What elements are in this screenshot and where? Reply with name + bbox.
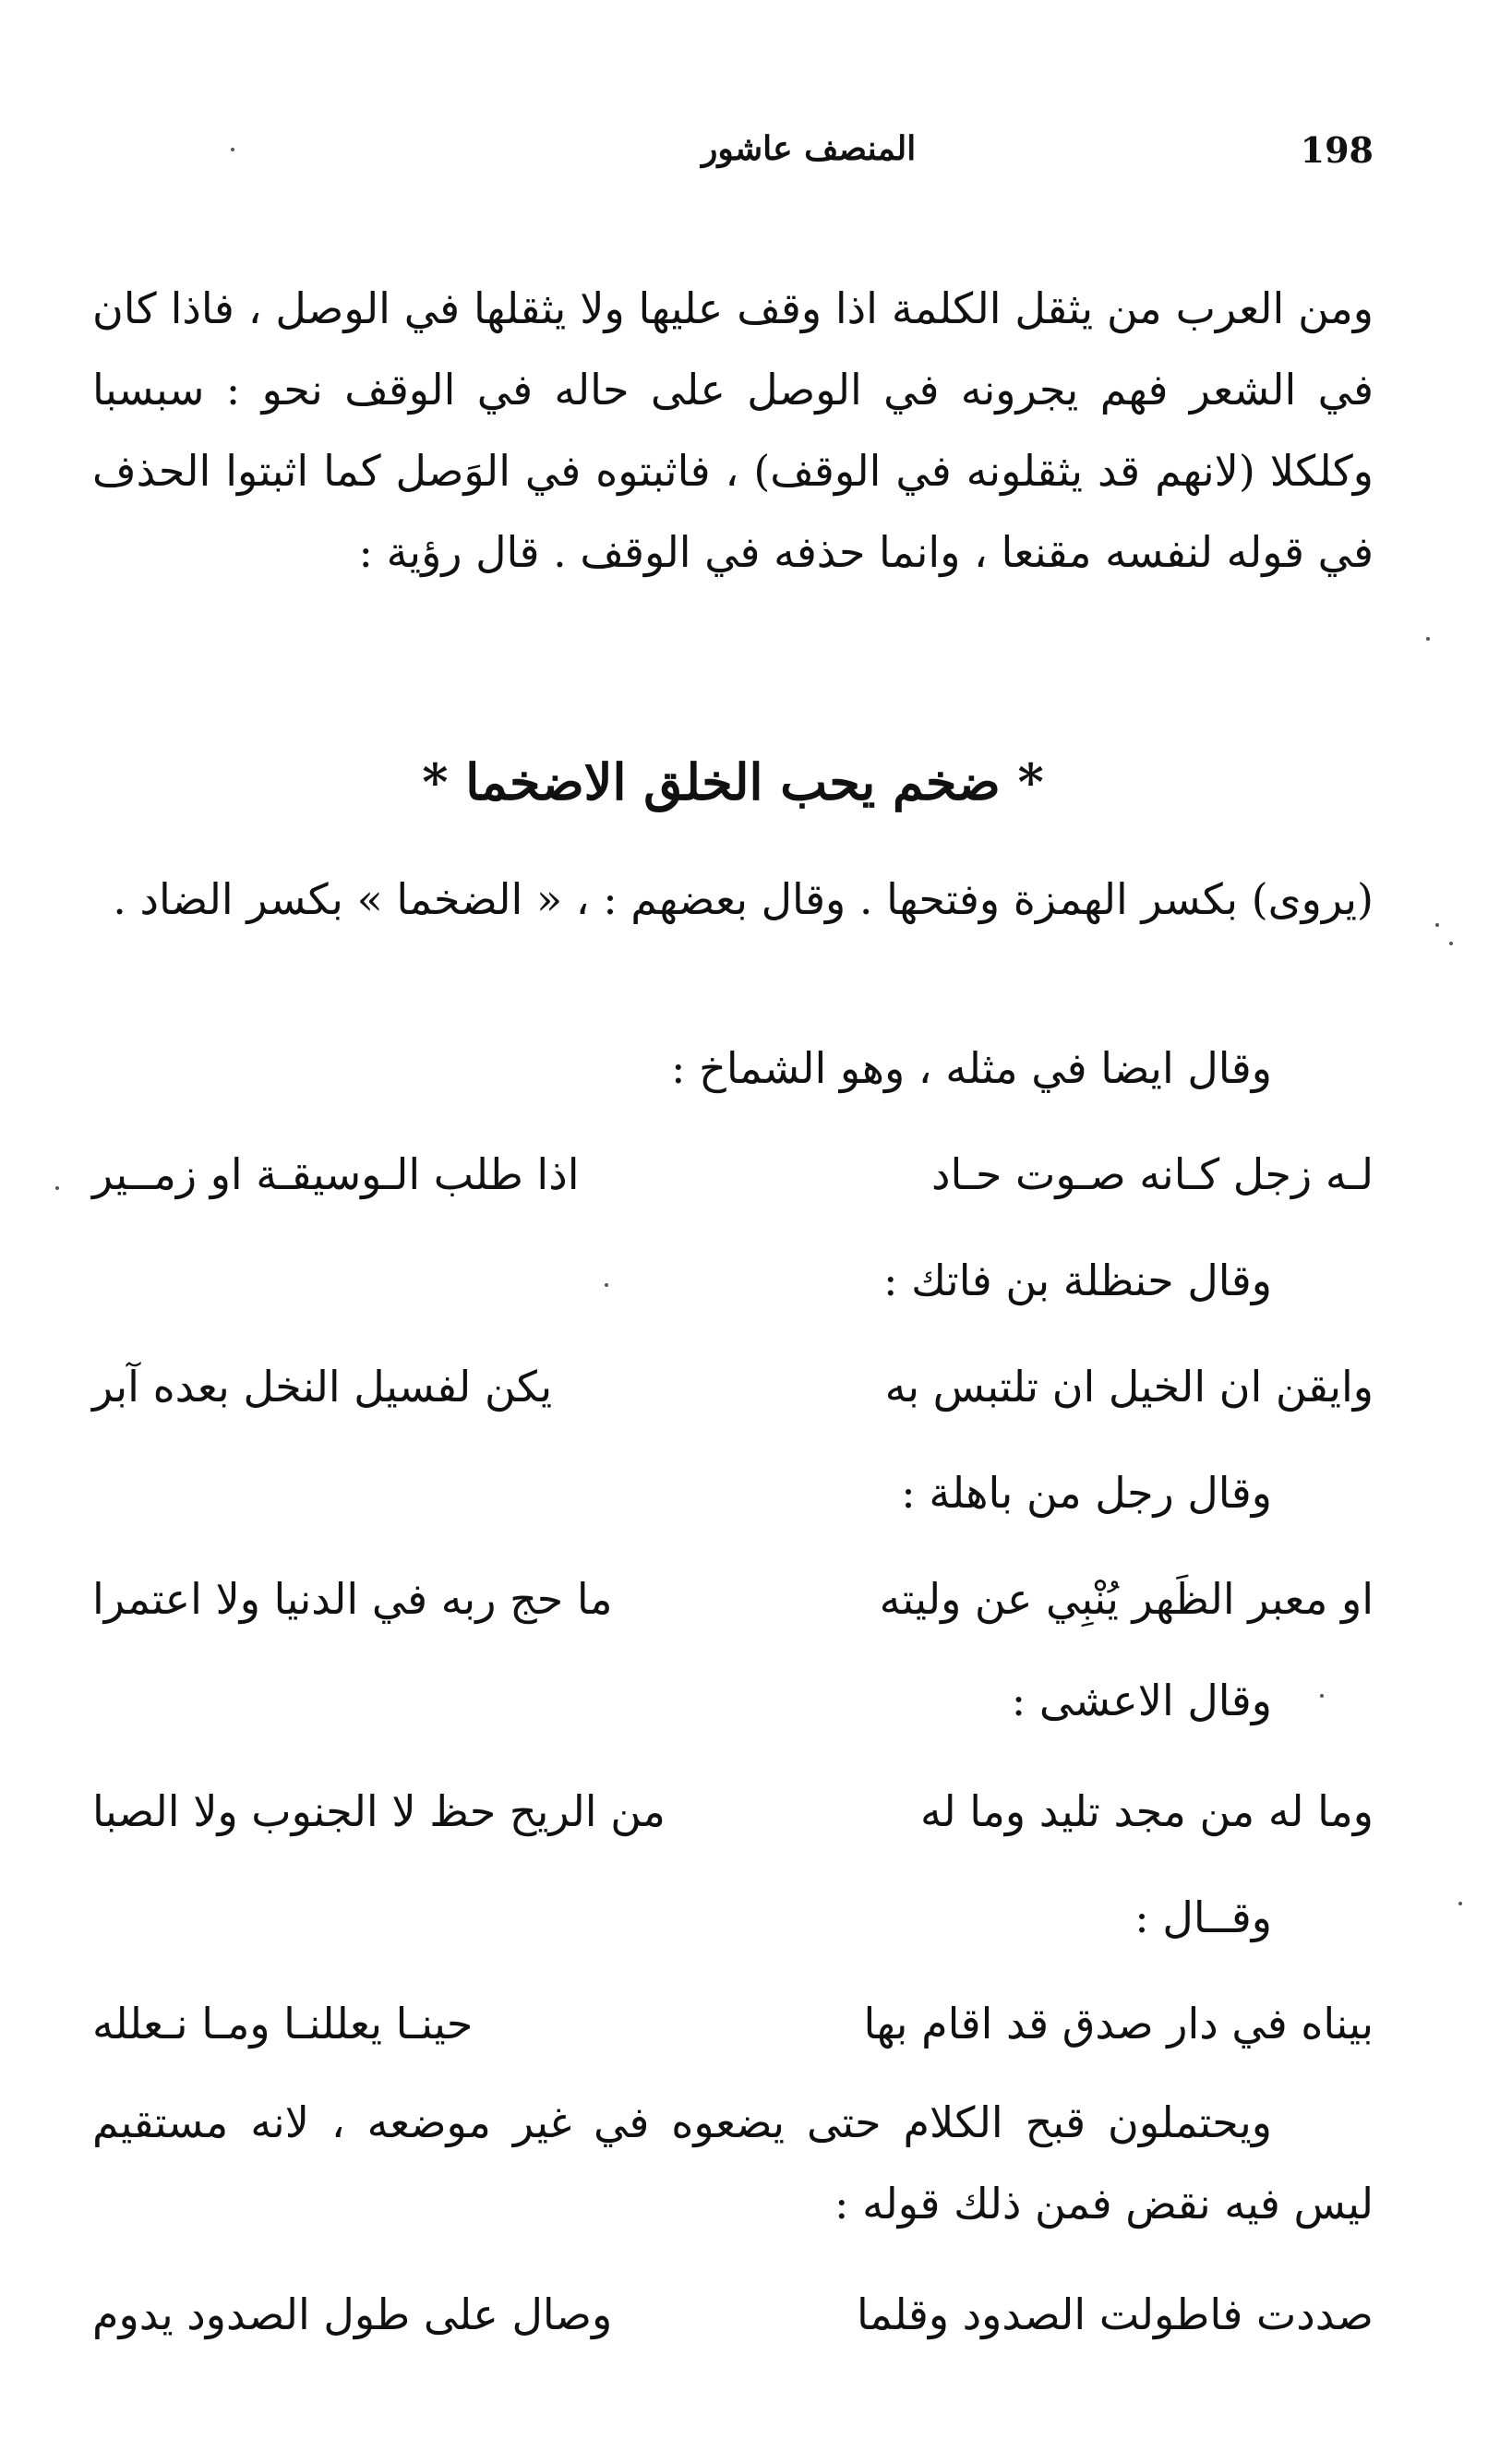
verse-first-hemistich: صددت فاطولت الصدود وقلما <box>857 2289 1374 2339</box>
verse-first-hemistich: وما له من مجد تليد وما له <box>919 1786 1374 1836</box>
verse-second-hemistich: ما حج ربه في الدنيا ولا اعتمرا <box>92 1574 613 1624</box>
variant-note: (يروى) بكسر الهمزة وفتحها . وقال بعضهم : ، « الضخما » بكسر الضاد . <box>113 874 1374 924</box>
verse-title: * ضخم يحب الخلق الاضخما * <box>422 752 1044 811</box>
verse-first-hemistich: لـه زجل كـانه صـوت حـاد <box>930 1149 1374 1199</box>
page-header <box>92 129 1374 185</box>
verse-second-hemistich: اذا طلب الـوسيقـة او زمــير <box>92 1149 580 1199</box>
running-head: المنصف عاشور <box>702 129 917 168</box>
verse-line <box>92 1362 1374 1436</box>
page-number: 198 <box>1300 129 1374 171</box>
citation-intro: وقال ايضا في مثله ، وهو الشماخ : <box>671 1043 1272 1093</box>
citation-intro: وقال الاعشى : <box>1011 1676 1272 1725</box>
verse-second-hemistich: حينـا يعللنـا ومـا نـعلله <box>92 1999 474 2048</box>
citation-intro: وقال رجل من باهلة : <box>901 1468 1272 1518</box>
citation-intro: وقــال : <box>1134 1892 1272 1942</box>
verse-first-hemistich: وايقن ان الخيل ان تلتبس به <box>884 1362 1374 1412</box>
verse-first-hemistich: بيناه في دار صدق قد اقام بها <box>863 1999 1374 2048</box>
verse-second-hemistich: يكن لفسيل النخل بعده آبر <box>92 1362 553 1412</box>
verse-line <box>92 1574 1374 1648</box>
verse-second-hemistich: من الريح حظ لا الجنوب ولا الصبا <box>92 1786 666 1836</box>
verse-line <box>92 1786 1374 1860</box>
verse-second-hemistich: وصال على طول الصدود يدوم <box>92 2289 613 2339</box>
verse-first-hemistich: او معبر الظَهر يُنْبِي عن وليته <box>879 1574 1374 1624</box>
paragraph-1: ومن العرب من يثقل الكلمة اذا وقف عليها ولا يثقلها في الوصل ، فاذا كان في الشعر فهم يجرونه في الوصل على حاله في الوقف نحو : سبسبا وكلكلا (لانهم قد يثقلونه في الوقف) ، فاثبتوه في الوَصل كما اثبتوا الحذف في قوله لنفسه مقنعا ، وانما حذفه في الوقف . قال رؤية : <box>92 283 1374 577</box>
verse-line <box>92 1999 1374 2073</box>
verse-line <box>92 2289 1374 2363</box>
verse-line <box>92 1149 1374 1223</box>
paragraph-2: ويحتملون قبح الكلام حتى يضعوه في غير موضعه ، لانه مستقيم ليس فيه نقض فمن ذلك قوله : <box>92 2097 1374 2229</box>
citation-intro: وقال حنظلة بن فاتك : <box>883 1256 1272 1305</box>
